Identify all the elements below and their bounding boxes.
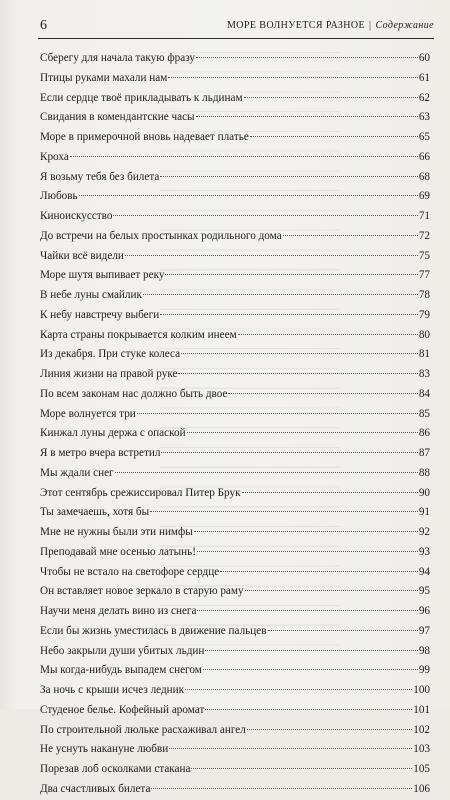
dot-leader [242,492,418,493]
header-separator: | [369,20,372,31]
toc-entry [40,247,430,267]
toc-entry [40,503,430,523]
page-number: 6 [40,18,48,33]
toc-entry-title: Кинжал луны держа с опаской [40,427,186,440]
toc-entry-title: Небо закрыли души убитых льдин [40,644,205,657]
toc-entry-page: 97 [418,624,430,637]
dot-leader [169,748,412,749]
dot-leader [197,551,418,552]
toc-entry [40,168,430,188]
toc-entry [40,622,430,642]
toc-entry [40,444,430,464]
toc-entry [40,523,430,543]
toc-entry-page: 99 [418,664,430,677]
toc-entry-page: 62 [418,91,430,104]
toc-entry [40,128,430,148]
toc-entry [40,484,430,504]
toc-entry-page: 83 [418,368,430,380]
dot-leader [196,116,418,117]
dot-leader [151,788,412,789]
dot-leader [247,729,412,730]
dot-leader [194,531,418,532]
toc-entry-title: Он вставляет новое зеркало в старую раму [40,585,244,598]
toc-entry-title: Море в примерочной вновь надевает платье [40,131,249,143]
toc-entry-title: Любовь [40,190,78,203]
dot-leader [125,255,418,256]
toc-entry-title: Чайки всё видели [40,249,124,262]
toc-entry-page: 68 [418,170,430,183]
toc-entry-page: 100 [413,684,430,696]
toc-entry [40,227,430,247]
dot-leader [79,195,418,196]
toc-entry-title: До встречи на белых простынках родильного дома [40,229,282,242]
dot-leader [250,136,418,137]
toc-entry-page: 94 [418,565,430,578]
dot-leader [205,650,417,651]
dot-leader [203,669,418,670]
toc-entry-page: 65 [418,131,430,143]
toc-entry-title: Я возьму тебя без билета [40,170,160,183]
toc-entry-title: Мы когда-нибудь выпадем снегом [40,664,202,677]
toc-entry-title: По всем законам нас должно быть двое [40,387,228,400]
toc-entry [40,148,430,168]
toc-entry-title: Два счастливых билета [40,782,151,795]
toc-entry-page: 77 [418,269,430,282]
toc-entry [40,326,430,346]
dot-leader [115,472,418,473]
dot-leader [160,176,417,177]
toc-entry [40,306,430,326]
toc-entry-title: Порезав лоб осколками стакана [40,763,191,775]
toc-entry-title: По строительной люльке расхаживал ангел [40,723,246,736]
toc-entry-page: 71 [418,210,430,222]
toc-entry-page: 106 [413,782,430,795]
dot-leader [191,768,412,769]
toc-entry-page: 95 [418,585,430,598]
toc-entry-page: 86 [418,427,430,440]
toc-entry-title: Если сердце твоё прикладывать к льдинам [40,91,243,104]
toc-entry [40,681,430,701]
toc-entry [40,424,430,444]
toc-entry [40,661,430,681]
toc-entry-page: 80 [418,328,430,341]
toc-entry [40,405,430,425]
toc-entry-page: 92 [418,526,430,538]
toc-entry-title: Чтобы не встало на светофоре сердце [40,565,220,578]
dot-leader [185,689,412,690]
toc-entry-page: 96 [418,605,430,617]
toc-entry-title: Если бы жизнь уместилась в движение пальцев [40,624,267,637]
dot-leader [161,452,417,453]
toc-entry [40,780,430,800]
toc-entry-title: Из декабря. При стуке колеса [40,348,181,361]
toc-entry [40,602,430,622]
toc-entry-title: Научи меня делать вино из снега [40,605,197,617]
dot-leader [187,432,418,433]
toc-entry-title: Птицы руками махали нам [40,71,168,84]
toc-entry [40,286,430,306]
dot-leader [244,97,418,98]
dot-leader [197,610,417,611]
toc-entry-title: Море шутя выпивает реку [40,269,165,282]
toc-entry-page: 87 [418,447,430,459]
dot-leader [70,156,418,157]
toc-entry-page: 79 [418,308,430,321]
toc-entry [40,642,430,662]
toc-entry-title: Ты замечаешь, хотя бы [40,506,150,519]
toc-entry-page: 90 [418,486,430,499]
dot-leader [160,314,418,315]
toc-entry [40,721,430,741]
toc-entry-page: 102 [413,723,430,736]
toc-entry-page: 78 [418,289,430,301]
toc-entry-title: В небе луны смайлик [40,289,142,301]
toc-entry-page: 103 [413,743,430,756]
toc-entry-page: 81 [418,348,430,361]
toc-entry-title: Сберегу для начала такую фразу [40,52,196,64]
toc-entry-title: Море волнуется три [40,407,136,420]
dot-leader [178,373,417,374]
toc-entry-title: Я в метро вчера встретил [40,447,161,459]
toc-entry-page: 60 [418,52,430,64]
dot-leader [245,590,418,591]
toc-entry-page: 98 [418,644,430,657]
running-head [227,20,434,31]
toc-entry-page: 75 [418,249,430,262]
toc-entry [40,207,430,227]
toc-entry [40,266,430,286]
toc-entry [40,187,430,207]
book-title: МОРЕ ВОЛНУЕТСЯ РАЗНОЕ [227,20,366,31]
toc-entry-title: Киноискусство [40,210,113,222]
dot-leader [165,274,417,275]
toc-entry-page: 84 [418,387,430,400]
page-header [38,16,434,39]
toc-entry-title: За ночь с крыши исчез ледник [40,684,185,696]
dot-leader [283,235,418,236]
toc-entry-title: Свидания в комендантские часы [40,111,195,124]
toc-entry-title: Не уснуть накануне любви [40,743,169,756]
dot-leader [113,215,417,216]
toc-entry-page: 101 [413,703,430,716]
toc-entry [40,365,430,385]
dot-leader [181,353,418,354]
toc-entry-title: Кроха [40,150,69,163]
toc-entry-title: Мне не нужны были эти нимфы [40,526,193,538]
toc-entry-title: Мы ждали снег [40,466,114,479]
toc-entry [40,108,430,128]
toc-entry [40,89,430,109]
toc-entry-title: Студеное белье. Кофейный аромат [40,703,205,716]
toc-entry-title: Линия жизни на правой руке [40,368,178,380]
dot-leader [150,511,418,512]
dot-leader [196,57,418,58]
toc-entry [40,345,430,365]
toc-entry-page: 105 [413,763,430,775]
toc-entry-page: 93 [418,545,430,558]
toc-entry-page: 72 [418,229,430,242]
toc-entry-title: К небу навстречу выбеги [40,308,160,321]
toc-entry-page: 61 [418,71,430,84]
toc-entry [40,49,430,69]
toc-entry [40,385,430,405]
toc-entry [40,543,430,563]
toc-entry [40,740,430,760]
toc-entry-page: 63 [418,111,430,124]
dot-leader [228,393,417,394]
toc-entry-page: 88 [418,466,430,479]
dot-leader [238,334,418,335]
toc-entry [40,760,430,780]
toc-entry-title: Этот сентябрь срежиссировал Питер Брук [40,486,241,499]
dot-leader [268,630,418,631]
dot-leader [137,413,418,414]
table-of-contents [40,49,430,800]
dot-leader [143,294,418,295]
toc-entry [40,563,430,583]
toc-entry-title: Карта страны покрывается колким инеем [40,328,237,341]
dot-leader [168,77,418,78]
toc-entry-title: Преподавай мне осенью латынь! [40,545,196,558]
toc-entry [40,464,430,484]
toc-entry [40,69,430,89]
toc-entry [40,582,430,602]
section-title: Содержание [375,20,434,31]
toc-entry-page: 85 [418,407,430,420]
toc-entry [40,701,430,721]
toc-entry-page: 91 [418,506,430,519]
dot-leader [220,571,418,572]
toc-entry-page: 66 [418,150,430,163]
toc-entry-page: 69 [418,190,430,203]
